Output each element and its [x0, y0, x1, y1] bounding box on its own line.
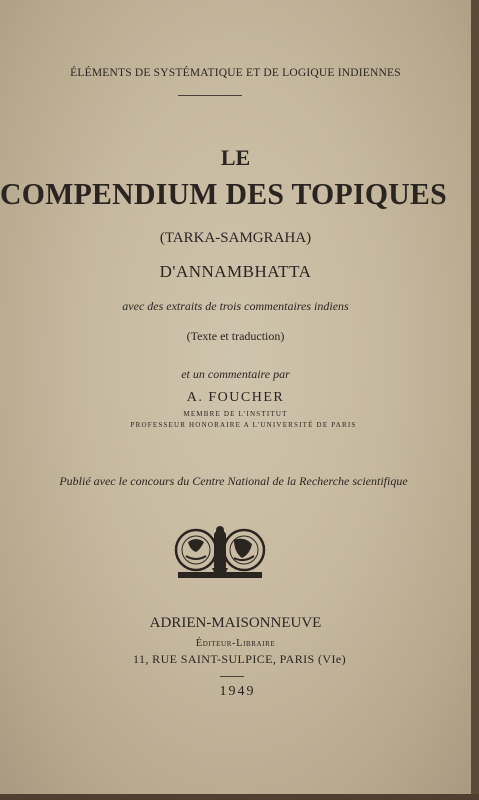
commentator-role-1: MEMBRE DE L'INSTITUT [183, 410, 288, 418]
publication-year: 1949 [219, 684, 256, 699]
publisher-address: 11, RUE SAINT-SULPICE, PARIS (VIe) [133, 652, 346, 666]
texte-line: (Texte et traduction) [186, 329, 285, 343]
title-le: LE [220, 145, 251, 170]
publication-note: Publié avec le concours du Centre National de la Recherche scientifique [59, 474, 408, 488]
series-title: ÉLÉMENTS DE SYSTÉMATIQUE ET DE LOGIQUE INDIENNES [70, 67, 401, 79]
page-edge-bottom [0, 794, 479, 800]
year-rule [220, 676, 244, 677]
publisher-emblem-icon [172, 520, 268, 582]
series-rule [178, 95, 242, 96]
publisher-role: Éditeur-Libraire [195, 638, 276, 649]
commentator-name: A. FOUCHER [186, 390, 285, 405]
page-edge-right [471, 0, 479, 800]
commentator-role-2: PROFESSEUR HONORAIRE A L'UNIVERSITÉ DE PARIS [130, 421, 357, 429]
subtitle: (TARKA-SAMGRAHA) [159, 230, 312, 246]
author: D'ANNAMBHATTA [159, 262, 312, 281]
publisher-name: ADRIEN-MAISONNEUVE [149, 615, 322, 631]
extraits-line: avec des extraits de trois commentaires indiens [122, 299, 349, 313]
commentaire-line: et un commentaire par [181, 367, 290, 381]
main-title: COMPENDIUM DES TOPIQUES [0, 176, 448, 211]
